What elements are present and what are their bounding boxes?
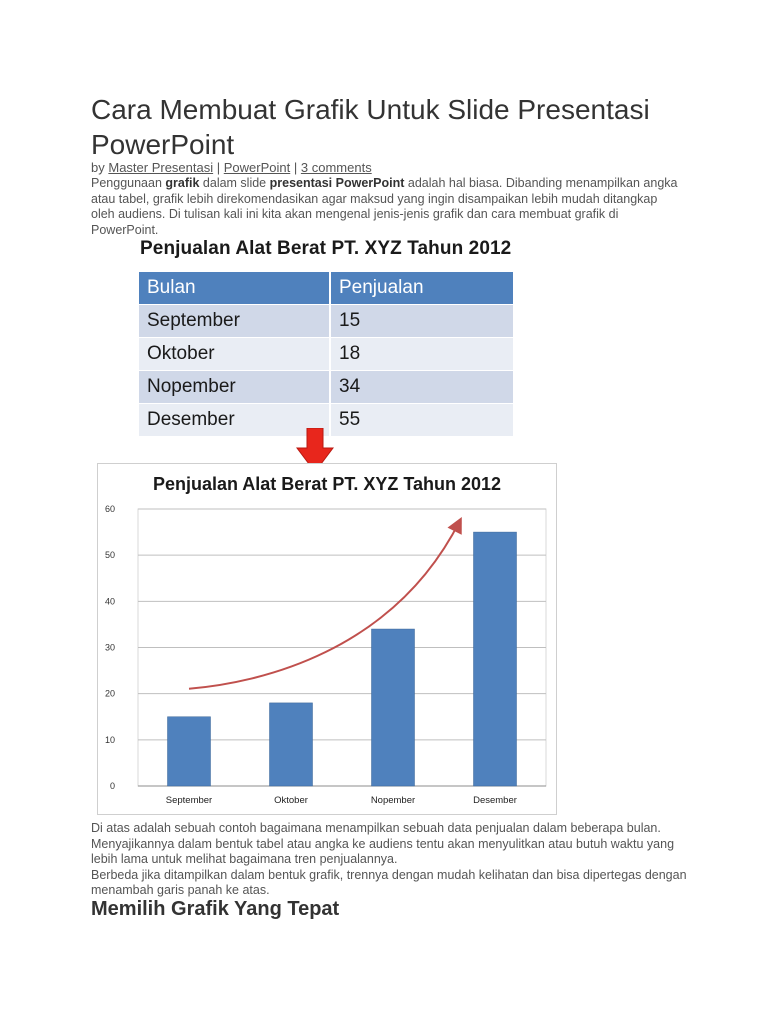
comments-link[interactable]: 3 comments	[300, 160, 372, 175]
cell-month: Desember	[139, 404, 330, 437]
header-penjualan: Penjualan	[330, 272, 513, 305]
page-title: Cara Membuat Grafik Untuk Slide Presentasi PowerPoint	[91, 94, 650, 160]
bar	[270, 703, 313, 786]
intro-bold-grafik: grafik	[165, 176, 200, 190]
chart-plot	[98, 464, 556, 814]
intro-text: dalam slide	[199, 176, 270, 190]
byline-separator: |	[293, 160, 298, 175]
intro-paragraph	[91, 176, 681, 238]
table-row	[139, 338, 513, 371]
table-row	[139, 371, 513, 404]
cell-month: Nopember	[139, 371, 330, 404]
chart-title: Penjualan Alat Berat PT. XYZ Tahun 2012	[152, 474, 502, 494]
table-title: Penjualan Alat Berat PT. XYZ Tahun 2012	[140, 238, 512, 259]
section-heading: Memilih Grafik Yang Tepat	[91, 898, 340, 920]
x-tick-label: Oktober	[274, 795, 308, 806]
intro-text: Penggunaan	[91, 176, 166, 190]
bar	[474, 532, 517, 786]
intro-text: adalah hal biasa. Dibanding menampilkan angka atau tabel, grafik lebih direkomendasikan agar maksud yang ingin disampaikan lebih mudah ditangkap oleh audiens. Di tulisan kali ini kita akan mengenal jenis-jenis grafik dan cara membuat grafik di PowerPoint.	[91, 176, 678, 237]
bar	[168, 717, 211, 786]
header-bulan: Bulan	[139, 272, 330, 305]
byline	[91, 160, 372, 175]
y-tick-label: 50	[104, 550, 115, 561]
intro-bold-presentasi: presentasi PowerPoint	[269, 176, 405, 190]
paragraph: Berbeda jika ditampilkan dalam bentuk grafik, trennya dengan mudah kelihatan dan bisa dipertegas dengan menambah garis panah ke atas.	[91, 867, 687, 897]
y-tick-label: 40	[104, 596, 115, 607]
cell-sales: 18	[330, 338, 513, 371]
cell-sales: 15	[330, 305, 513, 338]
cell-sales: 55	[330, 404, 513, 437]
byline-separator: |	[216, 160, 221, 175]
y-tick-label: 60	[104, 504, 115, 514]
table-header-row	[139, 272, 513, 305]
after-chart-text	[91, 821, 691, 899]
table-row	[139, 305, 513, 338]
category-link[interactable]: PowerPoint	[223, 160, 291, 175]
y-tick-label: 30	[104, 642, 115, 653]
cell-month: Oktober	[139, 338, 330, 371]
cell-month: September	[139, 305, 330, 338]
bar	[372, 629, 415, 786]
paragraph: Di atas adalah sebuah contoh bagaimana menampilkan sebuah data penjualan dalam beberapa bulan. Menyajikannya dalam bentuk tabel atau angka ke audiens tentu akan menyulitkan atau butuh waktu yang lebih lama untuk melihat bagaimana tren penjualannya.	[91, 821, 675, 866]
sales-chart	[97, 463, 557, 815]
x-tick-label: September	[165, 795, 213, 806]
y-tick-label: 10	[104, 734, 115, 745]
author-link[interactable]: Master Presentasi	[108, 160, 214, 175]
cell-sales: 34	[330, 371, 513, 404]
x-tick-label: Nopember	[370, 795, 416, 806]
x-tick-label: Desember	[473, 795, 517, 806]
y-tick-label: 0	[109, 781, 115, 791]
y-tick-label: 20	[104, 688, 115, 699]
sales-table	[139, 272, 513, 436]
byline-prefix: by	[91, 160, 105, 175]
